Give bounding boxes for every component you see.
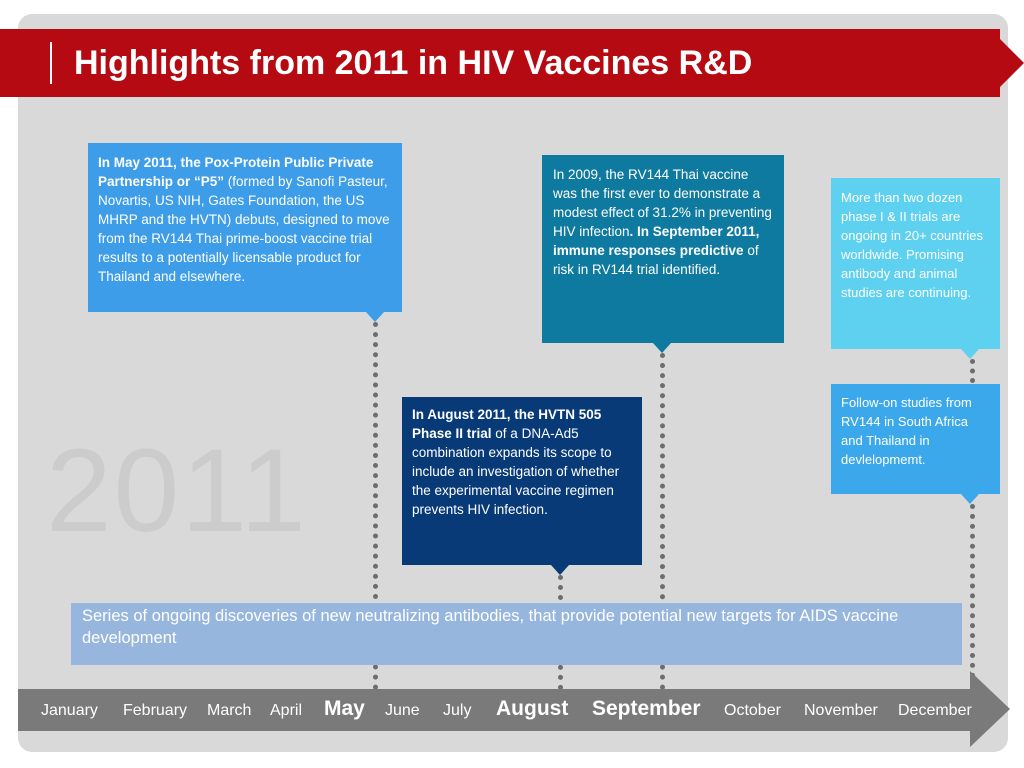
banner-text: Series of ongoing discoveries of new neutralizing antibodies, that provide potential new targets for AIDS vaccine development bbox=[82, 607, 899, 647]
antibody-discoveries-banner bbox=[71, 603, 962, 665]
month-may: May bbox=[324, 697, 365, 720]
card-followon-text: Follow-on studies from RV144 in South Africa and Thailand in devlelopmemt. bbox=[841, 395, 972, 467]
month-july: July bbox=[443, 702, 472, 719]
month-june: June bbox=[385, 702, 420, 719]
card-followon-pointer bbox=[961, 494, 979, 504]
title-accent-line bbox=[50, 42, 52, 84]
card-ongoing-trials-pointer bbox=[961, 349, 979, 359]
slide-title: Highlights from 2011 in HIV Vaccines R&D bbox=[74, 44, 753, 82]
month-march: March bbox=[207, 702, 252, 719]
card-august-hvtn505 bbox=[402, 397, 642, 565]
card-may-p5 bbox=[88, 143, 402, 312]
card-followon-studies bbox=[831, 384, 1000, 494]
card-may-pointer bbox=[366, 312, 384, 322]
card-may-text: (formed by Sanofi Pasteur, Novartis, US NIH, Gates Foundation, the US MHRP and the HVTN) debuts, designed to move from the RV144 Thai prime-boost vaccine trial results to a potentially licensable product for Thailand and elsewhere. bbox=[98, 174, 390, 284]
card-september-bold: . In September 2011, immune responses predictive bbox=[553, 224, 760, 258]
month-august: August bbox=[496, 697, 569, 720]
month-april: April bbox=[270, 702, 303, 719]
connector-followon bbox=[970, 504, 975, 678]
card-august-text: of a DNA-Ad5 combination expands its scope to include an investigation of whether the experimental vaccine regimen prevents HIV infection. bbox=[412, 426, 620, 517]
month-october: October bbox=[724, 702, 781, 719]
card-september-pointer bbox=[653, 343, 671, 353]
card-august-bold: In August 2011, the HVTN 505 Phase II trial bbox=[412, 407, 602, 441]
year-watermark: 2011 bbox=[46, 425, 308, 557]
month-january: January bbox=[41, 702, 98, 719]
month-labels bbox=[0, 689, 1024, 731]
month-december: December bbox=[898, 702, 972, 719]
month-november: November bbox=[804, 702, 878, 719]
card-september-text-after: of risk in RV144 trial identified. bbox=[553, 243, 759, 277]
card-ongoing-trials bbox=[831, 178, 1000, 349]
month-february: February bbox=[123, 702, 188, 719]
card-august-pointer bbox=[551, 565, 569, 575]
card-september-rv144 bbox=[542, 155, 784, 343]
month-september: September bbox=[592, 697, 701, 720]
card-ongoing-trials-text: More than two dozen phase I & II trials are ongoing in 20+ countries worldwide. Promising antibody and animal studies are continuing. bbox=[841, 190, 984, 300]
card-may-bold: In May 2011, the Pox-Protein Public Private Partnership or “P5” bbox=[98, 155, 374, 189]
connector-trials bbox=[970, 359, 975, 383]
card-september-text-before: In 2009, the RV144 Thai vaccine was the first ever to demonstrate a modest effect of 31.2% in preventing HIV infection bbox=[553, 167, 772, 239]
